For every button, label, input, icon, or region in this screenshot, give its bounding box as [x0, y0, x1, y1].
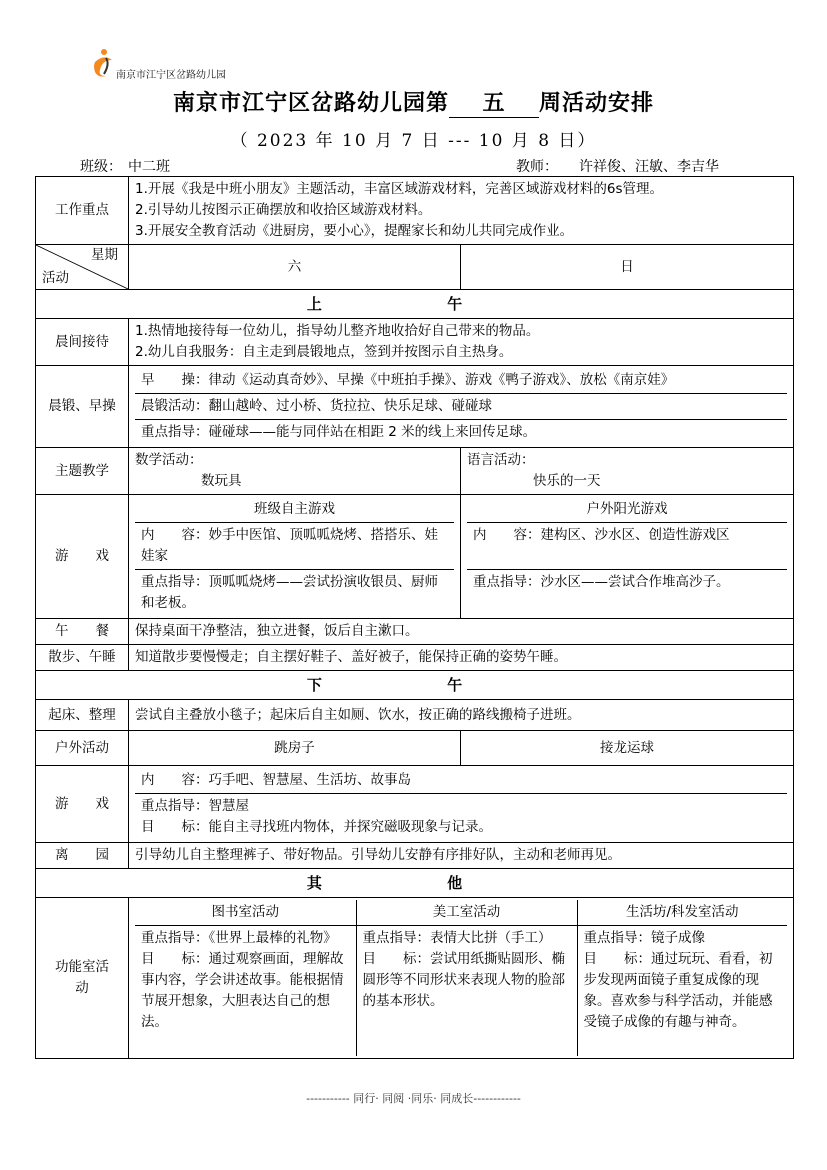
week-number: 五: [449, 86, 539, 118]
afternoon-game-row: [36, 766, 794, 843]
schedule-table: [35, 176, 794, 1059]
work-focus-item: 2.引导幼儿按图示正确摆放和收拾区域游戏材料。: [135, 202, 432, 218]
corner-cell: [36, 245, 129, 290]
game-right: [461, 495, 794, 619]
afternoon-game-content: [129, 766, 794, 843]
theme-left: [129, 448, 461, 495]
lunch-label: 午 餐: [36, 619, 129, 645]
function-room-label: [36, 898, 129, 1059]
function-room-label-text: 功能室活动: [55, 959, 109, 996]
reception-label: 晨间接待: [36, 319, 129, 366]
theme-right: [461, 448, 794, 495]
work-focus-content: [129, 177, 794, 245]
title-suffix: 周活动安排: [539, 90, 655, 116]
reception-item: 2.幼儿自我服务：自主走到晨锻地点，签到并按图示自主热身。: [135, 344, 513, 360]
nap-content: 知道散步要慢慢走；自主摆好鞋子、盖好被子，能保持正确的姿势午睡。: [129, 645, 794, 671]
exercise-morning-drill: 早 操：律动《运动真奇妙》、早操《中班拍手操》、游戏《鸭子游戏》、放松《南京娃》: [135, 368, 787, 394]
theme-left-value: 数玩具: [201, 473, 242, 489]
reception-row: [36, 319, 794, 366]
day-saturday: 六: [129, 245, 461, 290]
outdoor-day2: 接龙运球: [461, 731, 794, 766]
date-range: （ 2023 年 10 月 7 日 --- 10 月 8 日）: [230, 131, 597, 151]
game-right-content: 内 容：建构区、沙水区、创造性游戏区: [467, 523, 787, 570]
leave-content: 引导幼儿自主整理裤子、带好物品。引导幼儿安静有序排好队，主动和老师再见。: [129, 843, 794, 869]
game-right-header: 户外阳光游戏: [467, 497, 787, 523]
theme-label: 主题教学: [36, 448, 129, 495]
section-morning: 上 午: [36, 290, 794, 319]
room-science-detail: [577, 926, 787, 1057]
exercise-row: [36, 366, 794, 448]
room-library-focus: 重点指导：《世界上最棒的礼物》: [141, 930, 337, 946]
room-science-name: 生活坊/科发室活动: [577, 900, 787, 926]
wake-content: 尝试自主叠放小毯子；起床后自主如厕、饮水，按正确的路线搬椅子进班。: [129, 700, 794, 731]
lunch-content: 保持桌面干净整洁，独立进餐，饭后自主漱口。: [129, 619, 794, 645]
section-afternoon: 下 午: [36, 671, 794, 700]
game-row: [36, 495, 794, 619]
outdoor-label: 户外活动: [36, 731, 129, 766]
teacher-value: 许祥俊、汪敏、李吉华: [558, 156, 740, 177]
reception-item: 1.热情地接待每一位幼儿，指导幼儿整齐地收拾好自己带来的物品。: [135, 323, 540, 339]
days-header-row: [36, 245, 794, 290]
exercise-activities: 晨锻活动：翻山越岭、过小桥、货拉拉、快乐足球、碰碰球: [135, 394, 787, 420]
work-focus-item: 3.开展安全教育活动《进厨房，要小心》，提醒家长和幼儿共同完成作业。: [135, 223, 574, 239]
game-left: [129, 495, 461, 619]
class-info: [80, 156, 178, 177]
exercise-focus: 重点指导：碰碰球——能与同伴站在相距 2 米的线上来回传足球。: [141, 424, 537, 440]
day-sunday: 日: [461, 245, 794, 290]
title-prefix: 南京市江宁区岔路幼儿园第: [172, 90, 449, 116]
logo-text: 南京市江宁区岔路幼儿园: [116, 70, 226, 81]
corner-activity-label: 活动: [42, 270, 69, 286]
room-art-detail: [356, 926, 577, 1057]
teacher-label: 教师：: [516, 159, 558, 175]
class-label: 班级：: [80, 159, 122, 175]
work-focus-row: [36, 177, 794, 245]
function-room-content: [129, 898, 794, 1059]
afternoon-game-goal: 目 标：能自主寻找班内物体，并探究磁吸现象与记录。: [141, 819, 492, 835]
wake-row: [36, 700, 794, 731]
nap-label: 散步、午睡: [36, 645, 129, 671]
lunch-row: [36, 619, 794, 645]
room-science-focus: 重点指导：镜子成像: [583, 930, 705, 946]
reception-content: [129, 319, 794, 366]
work-focus-label: 工作重点: [36, 177, 129, 245]
nap-row: [36, 645, 794, 671]
leave-label: 离 园: [36, 843, 129, 869]
game-left-content: 内 容：妙手中医馆、顶呱呱烧烤、搭搭乐、娃娃家: [135, 523, 454, 570]
teacher-info: [516, 156, 740, 177]
exercise-content: [129, 366, 794, 448]
afternoon-game-label: 游 戏: [36, 766, 129, 843]
theme-right-value: 快乐的一天: [533, 473, 601, 489]
room-art-focus: 重点指导：表情大比拼（手工）: [362, 930, 552, 946]
afternoon-game-items: 内 容：巧手吧、智慧屋、生活坊、故事岛: [135, 768, 787, 794]
afternoon-game-focus: [135, 794, 787, 841]
room-science-goal: 目 标：通过玩玩、看看，初步发现两面镜子重复成像的现象。喜欢参与科学活动，并能感受镜子成像的有趣与神奇。: [583, 951, 773, 1030]
function-room-row: [36, 898, 794, 1059]
footer-slogan: ----------- 同行· 同阅 ·同乐· 同成长------------: [306, 1092, 521, 1105]
outdoor-day1: 跳房子: [129, 731, 461, 766]
game-right-focus: 重点指导：沙水区——尝试合作堆高沙子。: [473, 574, 730, 590]
section-other: 其 他: [36, 869, 794, 898]
theme-row: [36, 448, 794, 495]
class-value: 中二班: [122, 156, 178, 177]
room-library-goal: 目 标：通过观察画面，理解故事内容，学会讲述故事。能根据情节展开想象，大胆表达自己的想法。: [141, 951, 344, 1030]
game-label: 游 戏: [36, 495, 129, 619]
room-art-goal: 目 标：尝试用纸撕贴圆形、椭圆形等不同形状来表现人物的脸部的基本形状。: [362, 951, 565, 1009]
work-focus-item: 1.开展《我是中班小朋友》主题活动，丰富区域游戏材料，完善区域游戏材料的6s管理。: [135, 181, 664, 197]
outdoor-row: [36, 731, 794, 766]
game-left-header: 班级自主游戏: [135, 497, 454, 523]
game-left-focus: 重点指导：顶呱呱烧烤——尝试扮演收银员、厨师和老板。: [141, 574, 438, 611]
logo: [92, 46, 292, 82]
wake-label: 起床、整理: [36, 700, 129, 731]
room-library-detail: [135, 926, 356, 1057]
room-library-name: 图书室活动: [135, 900, 356, 926]
afternoon-game-focus-title: 重点指导：智慧屋: [141, 798, 249, 814]
kindergarten-logo-icon: [92, 46, 118, 78]
theme-right-title: 语言活动：: [467, 452, 535, 468]
exercise-label: 晨锻、早操: [36, 366, 129, 448]
corner-weekday-label: 星期: [91, 247, 118, 263]
room-art-name: 美工室活动: [356, 900, 577, 926]
page-title: [0, 86, 827, 118]
theme-left-title: 数学活动：: [135, 452, 203, 468]
leave-row: [36, 843, 794, 869]
